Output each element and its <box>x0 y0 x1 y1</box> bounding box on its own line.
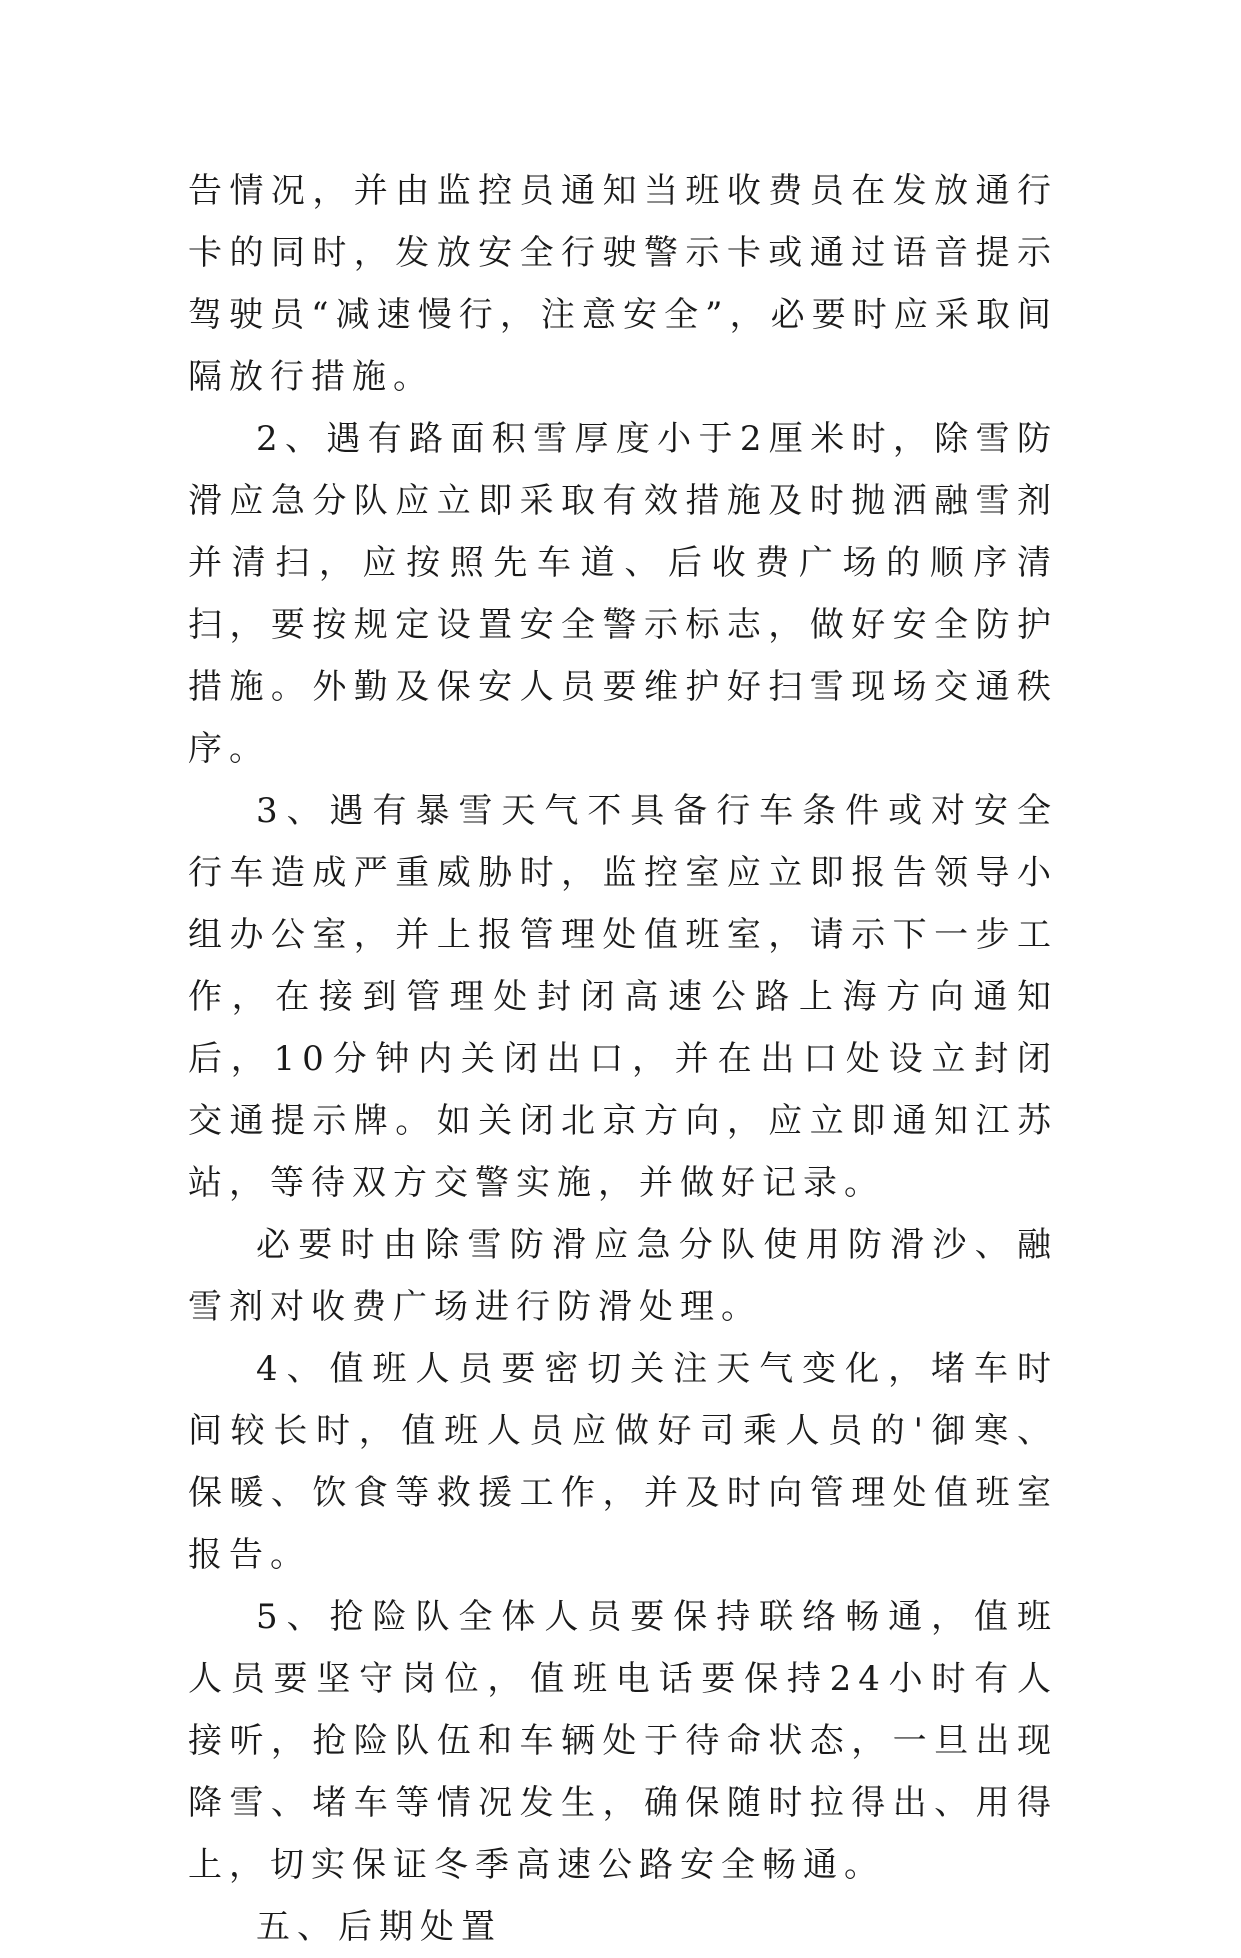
paragraph-item-4: 4、值班人员要密切关注天气变化，堵车时间较长时，值班人员应做好司乘人员的'御寒、保暖、饮食等救援工作，并及时向管理处值班室报告。 <box>188 1349 1058 1575</box>
document-body <box>188 160 1058 1958</box>
paragraph-supplement: 必要时由除雪防滑应急分队使用防滑沙、融雪剂对收费广场进行防滑处理。 <box>188 1225 1058 1327</box>
paragraph-item-5: 5、抢险队全体人员要保持联络畅通，值班人员要坚守岗位，值班电话要保持24小时有人接听，抢险队伍和车辆处于待命状态，一旦出现降雪、堵车等情况发生，确保随时拉得出、用得上，切实保证冬季高速公路安全畅通。 <box>188 1597 1058 1885</box>
paragraph-item-3: 3、遇有暴雪天气不具备行车条件或对安全行车造成严重威胁时，监控室应立即报告领导小组办公室，并上报管理处值班室，请示下一步工作，在接到管理处封闭高速公路上海方向通知后，10分钟内关闭出口，并在出口处设立封闭交通提示牌。如关闭北京方向，应立即通知江苏站，等待双方交警实施，并做好记录。 <box>188 791 1058 1203</box>
paragraph-continuation: 告情况，并由监控员通知当班收费员在发放通行卡的同时，发放安全行驶警示卡或通过语音提示驾驶员“减速慢行，注意安全”，必要时应采取间隔放行措施。 <box>188 171 1058 397</box>
section-heading: 五、后期处置 <box>256 1907 502 1947</box>
paragraph-item-2: 2、遇有路面积雪厚度小于2厘米时，除雪防滑应急分队应立即采取有效措施及时抛洒融雪剂并清扫，应按照先车道、后收费广场的顺序清扫，要按规定设置安全警示标志，做好安全防护措施。外勤及保安人员要维护好扫雪现场交通秩序。 <box>188 419 1058 769</box>
